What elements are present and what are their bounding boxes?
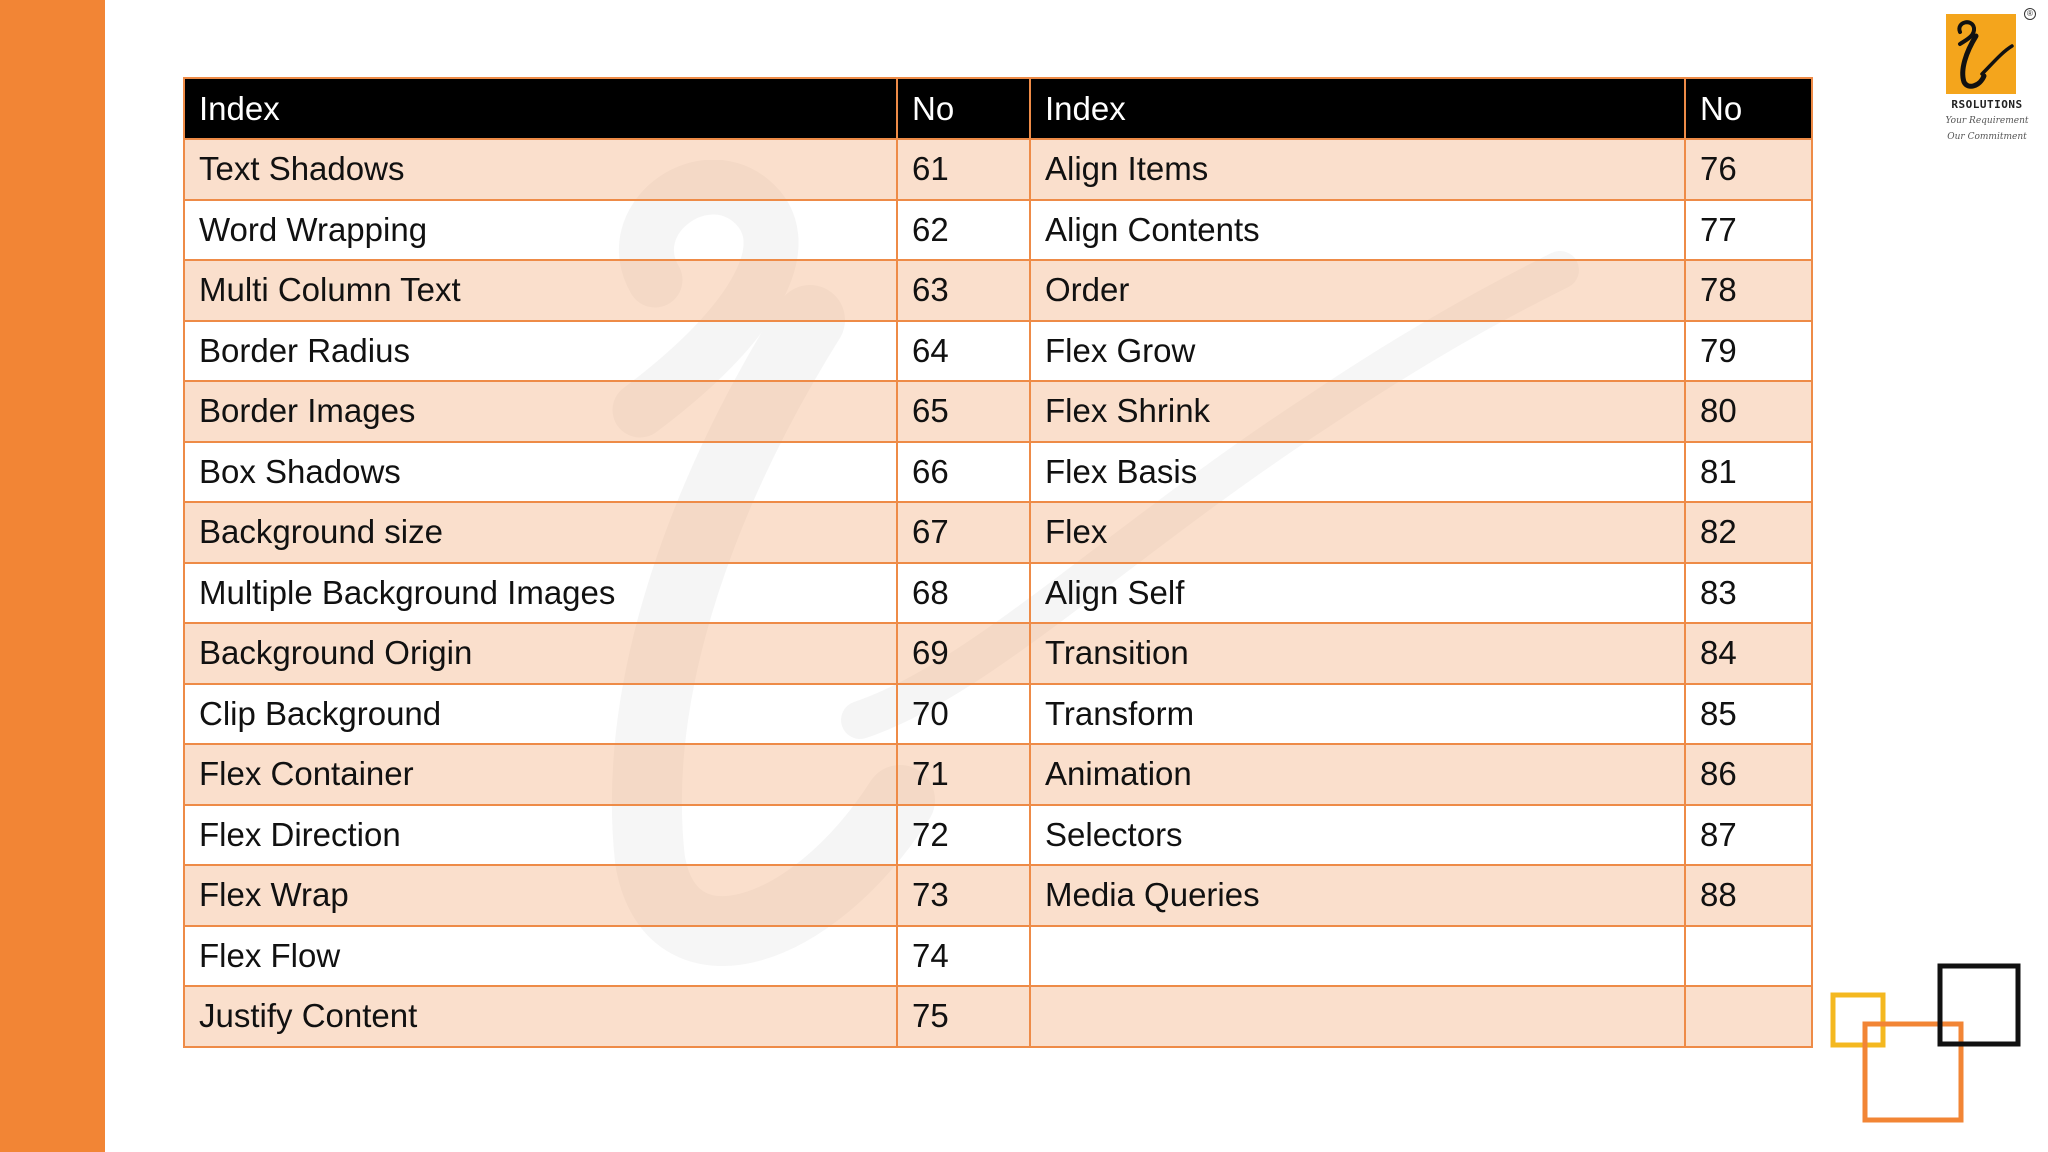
logo-tagline-2: Our Commitment	[1947, 132, 2027, 142]
cell-index-left: Multiple Background Images	[184, 563, 897, 624]
cell-no-right: 81	[1685, 442, 1812, 503]
cell-no-right: 80	[1685, 381, 1812, 442]
table-row	[184, 563, 1812, 624]
cell-index-right: Flex	[1030, 502, 1685, 563]
left-accent-bar	[0, 0, 105, 1152]
table-row	[184, 442, 1812, 503]
cell-index-right: Order	[1030, 260, 1685, 321]
cell-no-left: 64	[897, 321, 1030, 382]
cell-index-right: Transform	[1030, 684, 1685, 745]
cell-no-left: 72	[897, 805, 1030, 866]
cell-no-left: 75	[897, 986, 1030, 1047]
table-row	[184, 381, 1812, 442]
cell-no-right: 82	[1685, 502, 1812, 563]
logo-tagline-1: Your Requirement	[1945, 116, 2029, 126]
table-row	[184, 926, 1812, 987]
cell-no-right: 87	[1685, 805, 1812, 866]
table-row	[184, 986, 1812, 1047]
table-row	[184, 260, 1812, 321]
cell-index-left: Border Images	[184, 381, 897, 442]
cell-no-right: 77	[1685, 200, 1812, 261]
cell-no-left: 73	[897, 865, 1030, 926]
index-table-container	[183, 77, 1811, 1048]
table-row	[184, 200, 1812, 261]
cell-no-left: 63	[897, 260, 1030, 321]
cell-index-right: Flex Basis	[1030, 442, 1685, 503]
table-row	[184, 502, 1812, 563]
table-row	[184, 139, 1812, 200]
cell-no-right: 76	[1685, 139, 1812, 200]
cell-index-left: Background size	[184, 502, 897, 563]
cell-no-right: 88	[1685, 865, 1812, 926]
cell-no-right: 79	[1685, 321, 1812, 382]
cell-no-left: 66	[897, 442, 1030, 503]
cell-index-left: Flex Flow	[184, 926, 897, 987]
company-logo	[1938, 8, 2038, 150]
cell-index-right: Animation	[1030, 744, 1685, 805]
cell-no-right	[1685, 926, 1812, 987]
cell-index-left: Word Wrapping	[184, 200, 897, 261]
table-row	[184, 684, 1812, 745]
cell-index-left: Justify Content	[184, 986, 897, 1047]
decorative-squares-icon	[1830, 960, 2040, 1135]
cell-no-right: 78	[1685, 260, 1812, 321]
cell-index-right: Media Queries	[1030, 865, 1685, 926]
header-index-left: Index	[184, 78, 897, 139]
table-header-row	[184, 78, 1812, 139]
cell-index-right: Align Contents	[1030, 200, 1685, 261]
cell-index-right: Flex Shrink	[1030, 381, 1685, 442]
r-script-logo-icon	[1946, 14, 2016, 94]
cell-no-right	[1685, 986, 1812, 1047]
cell-no-left: 62	[897, 200, 1030, 261]
cell-no-left: 74	[897, 926, 1030, 987]
cell-no-left: 71	[897, 744, 1030, 805]
cell-index-left: Text Shadows	[184, 139, 897, 200]
table-row	[184, 321, 1812, 382]
cell-index-left: Flex Direction	[184, 805, 897, 866]
cell-index-right: Selectors	[1030, 805, 1685, 866]
cell-no-right: 83	[1685, 563, 1812, 624]
header-index-right: Index	[1030, 78, 1685, 139]
cell-no-left: 67	[897, 502, 1030, 563]
cell-no-left: 65	[897, 381, 1030, 442]
cell-index-right: Align Self	[1030, 563, 1685, 624]
header-no-left: No	[897, 78, 1030, 139]
table-row	[184, 805, 1812, 866]
table-row	[184, 623, 1812, 684]
cell-no-right: 84	[1685, 623, 1812, 684]
cell-no-left: 69	[897, 623, 1030, 684]
cell-index-left: Flex Wrap	[184, 865, 897, 926]
cell-index-left: Clip Background	[184, 684, 897, 745]
cell-index-left: Multi Column Text	[184, 260, 897, 321]
cell-index-right: Flex Grow	[1030, 321, 1685, 382]
cell-index-left: Flex Container	[184, 744, 897, 805]
cell-no-left: 68	[897, 563, 1030, 624]
cell-no-left: 61	[897, 139, 1030, 200]
index-table	[183, 77, 1813, 1048]
cell-index-left: Box Shadows	[184, 442, 897, 503]
cell-no-right: 86	[1685, 744, 1812, 805]
cell-index-right	[1030, 926, 1685, 987]
table-row	[184, 744, 1812, 805]
cell-index-left: Border Radius	[184, 321, 897, 382]
cell-index-right: Transition	[1030, 623, 1685, 684]
cell-index-right: Align Items	[1030, 139, 1685, 200]
table-row	[184, 865, 1812, 926]
registered-mark: ®	[2024, 8, 2036, 20]
cell-index-left: Background Origin	[184, 623, 897, 684]
logo-company-name: RSOLUTIONS	[1951, 98, 2023, 111]
cell-no-left: 70	[897, 684, 1030, 745]
cell-no-right: 85	[1685, 684, 1812, 745]
header-no-right: No	[1685, 78, 1812, 139]
cell-index-right	[1030, 986, 1685, 1047]
